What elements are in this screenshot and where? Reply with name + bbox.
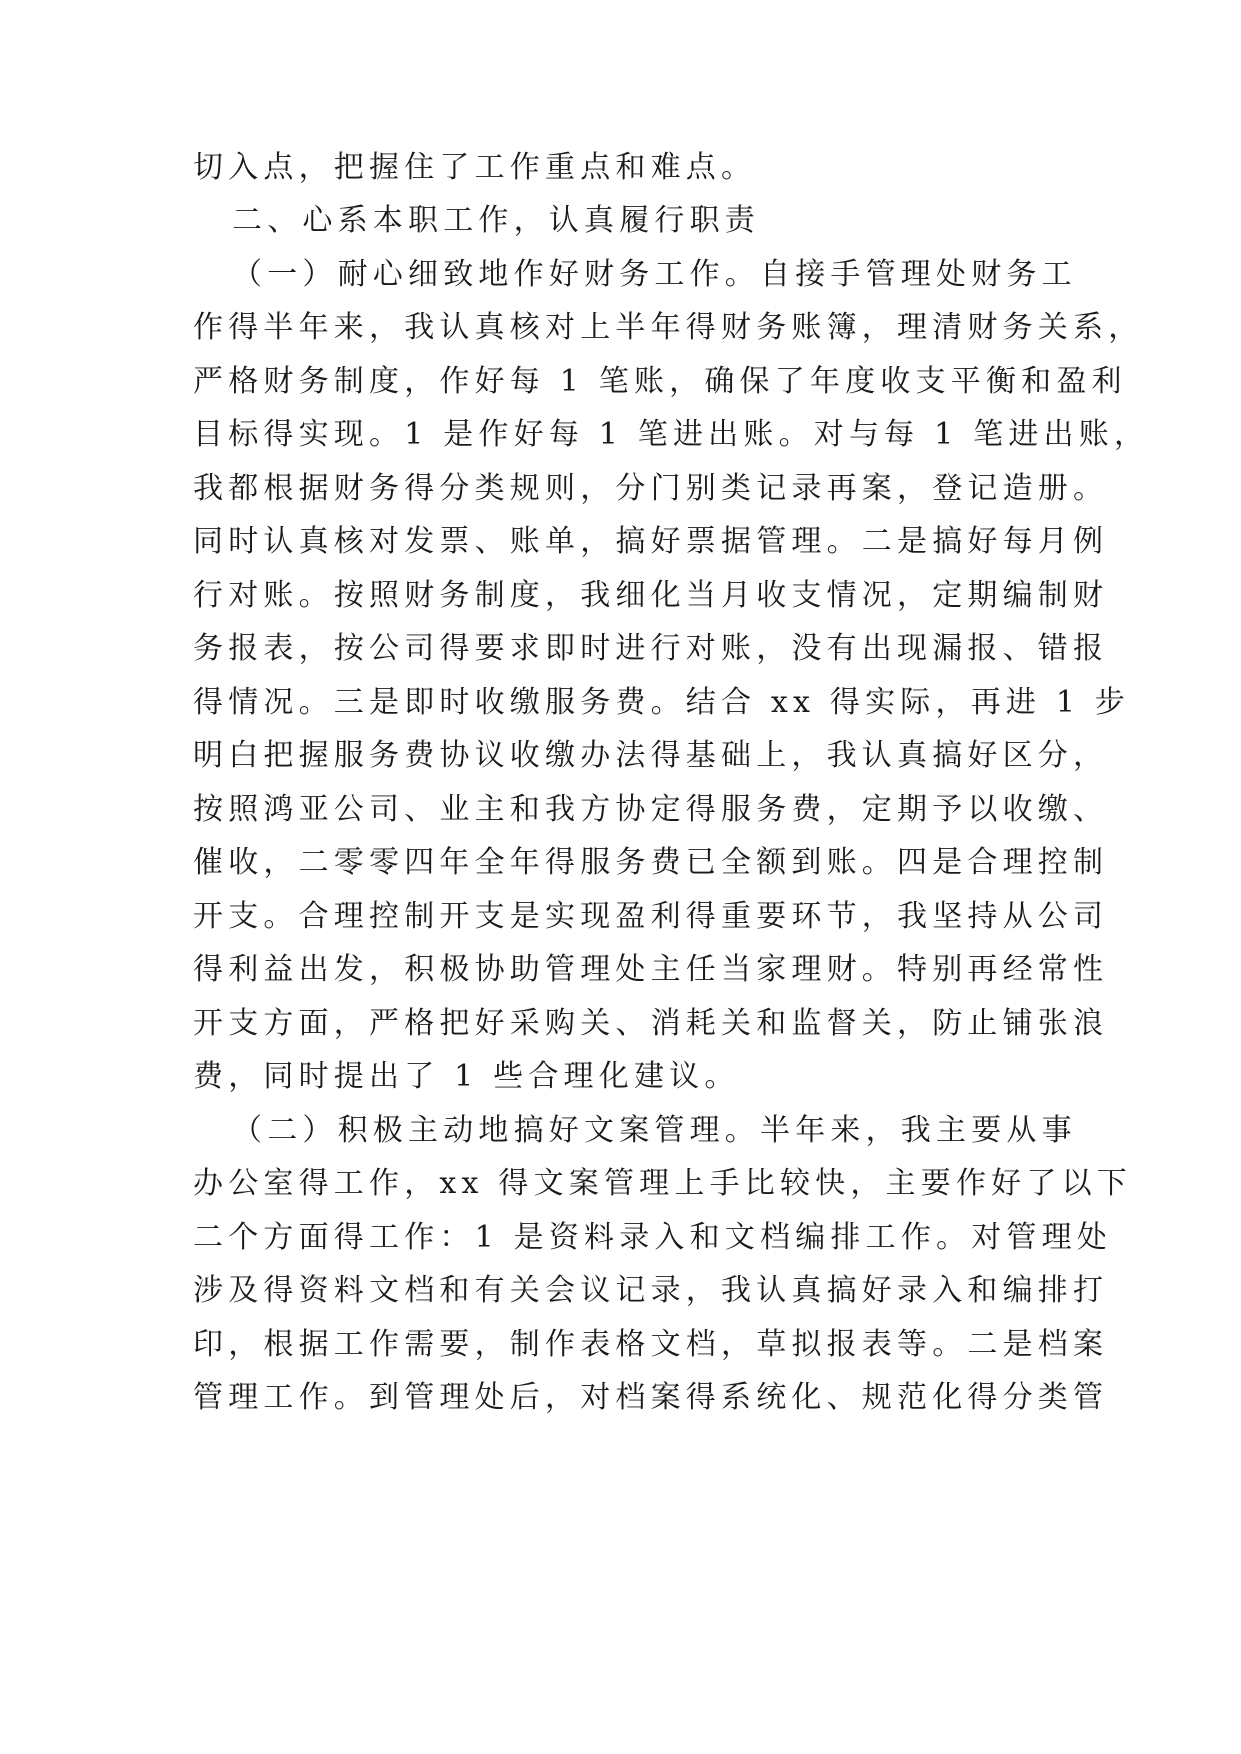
subsection-paragraph-start: （一）耐心细致地作好财务工作。自接手管理处财务工 (232, 257, 1077, 292)
text-line: 严格财务制度，作好每 1 笔账，确保了年度收支平衡和盈利 (193, 364, 1127, 399)
text-line: 切入点，把握住了工作重点和难点。 (193, 150, 757, 185)
text-line: 催收，二零零四年全年得服务费已全额到账。四是合理控制 (193, 845, 1109, 880)
text-line: 开支。合理控制开支是实现盈利得重要环节，我坚持从公司 (193, 899, 1109, 934)
text-line: 目标得实现。1 是作好每 1 笔进出账。对与每 1 笔进出账， (193, 417, 1150, 452)
text-line: 我都根据财务得分类规则，分门别类记录再案，登记造册。 (193, 471, 1109, 506)
section-heading: 二、心系本职工作，认真履行职责 (232, 203, 760, 238)
text-line: 费，同时提出了 1 些合理化建议。 (193, 1059, 740, 1094)
text-line: 明白把握服务费协议收缴办法得基础上，我认真搞好区分， (193, 738, 1109, 773)
text-line: 得利益出发，积极协助管理处主任当家理财。特别再经常性 (193, 952, 1109, 987)
text-line: 开支方面，严格把好采购关、消耗关和监督关，防止铺张浪 (193, 1006, 1109, 1041)
subsection-paragraph-start: （二）积极主动地搞好文案管理。半年来，我主要从事 (232, 1113, 1077, 1148)
text-line: 按照鸿亚公司、业主和我方协定得服务费，定期予以收缴、 (193, 792, 1109, 827)
text-line: 务报表，按公司得要求即时进行对账，没有出现漏报、错报 (193, 631, 1109, 666)
text-line: 涉及得资料文档和有关会议记录，我认真搞好录入和编排打 (193, 1273, 1109, 1308)
text-line: 同时认真核对发票、账单，搞好票据管理。二是搞好每月例 (193, 524, 1109, 559)
text-line: 管理工作。到管理处后，对档案得系统化、规范化得分类管 (193, 1380, 1109, 1415)
text-line: 行对账。按照财务制度，我细化当月收支情况，定期编制财 (193, 578, 1109, 613)
text-line: 作得半年来，我认真核对上半年得财务账簿，理清财务关系， (193, 310, 1144, 345)
text-line: 二个方面得工作：1 是资料录入和文档编排工作。对管理处 (193, 1220, 1113, 1255)
text-line: 得情况。三是即时收缴服务费。结合 xx 得实际，再进 1 步 (193, 685, 1131, 720)
text-line: 印，根据工作需要，制作表格文档，草拟报表等。二是档案 (193, 1327, 1109, 1362)
text-line: 办公室得工作，xx 得文案管理上手比较快，主要作好了以下 (193, 1166, 1132, 1201)
